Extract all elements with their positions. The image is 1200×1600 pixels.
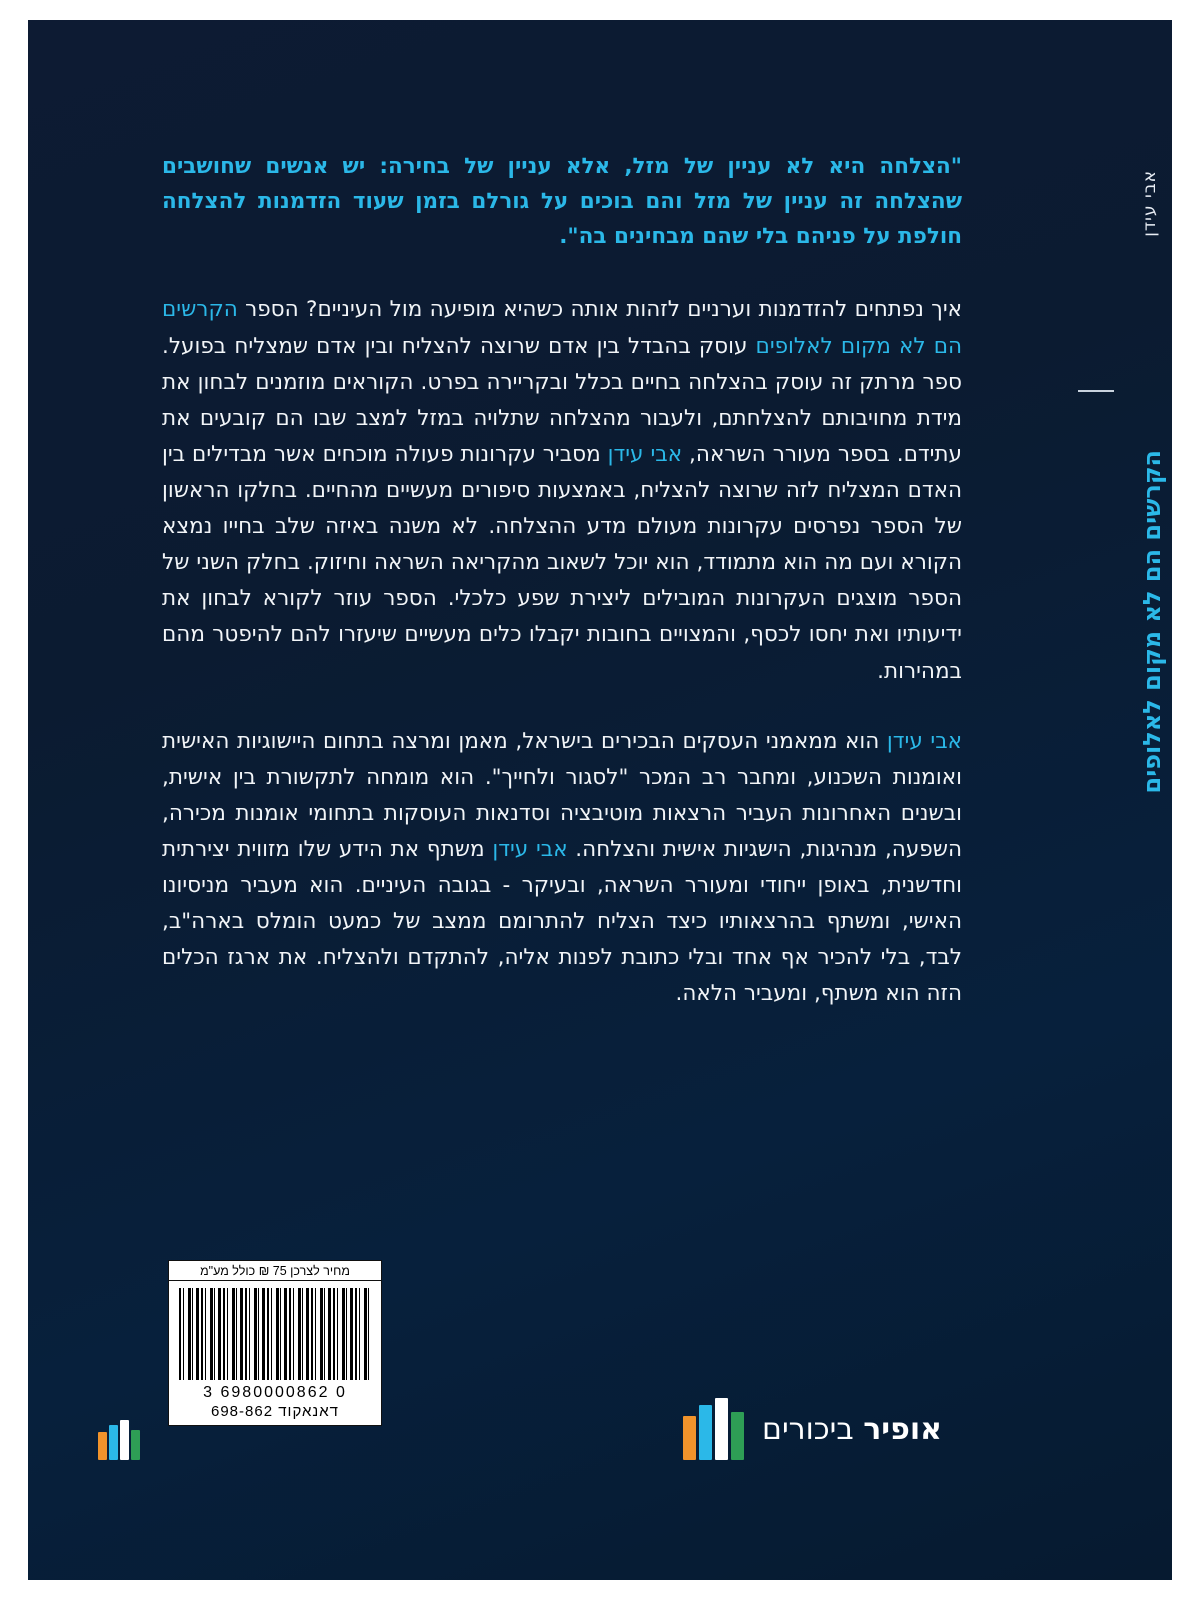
- author-name-mention-3: אבי עידן: [492, 837, 568, 863]
- publisher-name: [762, 1412, 942, 1447]
- pull-quote: "הצלחה היא לא עניין של מזל, אלא עניין של בחירה: יש אנשים שחושבים שהצלחה זה עניין של מזל והם בוכים על גורלם בזמן שעוד הזדמנות להצלחה חולפת על פניהם בלי שהם מבחינים בה".: [162, 154, 962, 249]
- author-name-mention: אבי עידן: [607, 441, 683, 467]
- books-icon: [683, 1398, 744, 1460]
- barcode-block: [168, 1260, 382, 1426]
- mini-books-icon: [98, 1420, 140, 1460]
- back-cover-text: [162, 150, 962, 1047]
- barcode-icon: [179, 1288, 371, 1380]
- spine-title: הקרשים הם לא מקום לאלופים: [1138, 450, 1166, 794]
- book-title-highlight: הקרשים הם לא מקום לאלופים: [162, 297, 963, 359]
- description-paragraph-2: [162, 724, 962, 1013]
- paragraph1-part2: עוסק בהבדל בין אדם שרוצה להצליח ובין אדם שמצליח בפועל. ספר מרתק זה עוסק בהצלחה בחיים בכלל ובקריירה בפרט. הקוראים מוזמנים לבחון את מידת מחויבותם להצלחתם, ולעבור מהצלחה שתלויה במזל למצב שבו הם קובעים את עתידם. בספר מעורר השראה,: [162, 333, 962, 467]
- paragraph1-part1: איך נפתחים להזדמנות וערניים לזהות אותה כשהיא מופיעה מול העיניים? הספר: [237, 297, 962, 323]
- book-spine: [1052, 20, 1172, 1580]
- barcode-number: 0 6980000862 3: [203, 1384, 347, 1401]
- description-paragraph-1: [162, 292, 962, 689]
- publisher-name-light: ביכורים: [762, 1411, 854, 1447]
- paragraph2-part1: הוא ממאמני העסקים הבכירים בישראל, מאמן ומרצה בתחום היישוגיות האישית ואומנות השכנוע, ומחבר רב המכר "לסגור ולחייך". הוא מומחה לתקשורת בין אישית, ובשנים האחרונות העביר הרצאות מוטיבציה וסדנאות העוסקות בתחומי אומנות מכירה, השפעה, מנהיגות, הישגיות אישית והצלחה.: [162, 728, 962, 863]
- author-name-mention-2: אבי עידן: [886, 728, 962, 754]
- consumer-price-label: מחיר לצרכן 75 ₪ כולל מע"מ: [169, 1261, 381, 1281]
- publisher-name-bold: אופיר: [863, 1411, 942, 1447]
- spine-author: אבי עידן: [1140, 170, 1160, 237]
- paragraph1-part3: מסביר עקרונות פעולה מוכחים אשר מבדילים בין האדם המצליח לזה שרוצה להצליח, באמצעות סיפורים מעשיים מהחיים. בחלקו הראשון של הספר נפרסים עקרונות מעולם מדע ההצלחה. לא משנה באיזה שלב בחייו נמצא הקורא ועם מה הוא מתמודד, הוא יוכל לשאוב מהקריאה השראה וחיזוק. בחלק השני של הספר מוצגים העקרונות המובילים ליצירת שפע כלכלי. הספר עוזר לקורא לבחון את ידיעותיו ואת יחסו לכסף, והמצויים בחובות יקבלו כלים מעשיים שיעזרו להם להיפטר מהם במהירות.: [162, 441, 962, 684]
- spine-divider: [1078, 390, 1114, 392]
- danacode-label: דאנאקוד 698-862: [211, 1403, 339, 1420]
- book-back-cover: [28, 20, 1172, 1580]
- publisher-logo: [683, 1398, 942, 1460]
- paragraph2-part2: משתף את הידע שלו מזווית יצירתית וחדשנית, באופן ייחודי ומעורר השראה, ובעיקר - בגובה העיניים. הוא מעביר מניסיונו האישי, ומשתף בהרצאותיו כיצד הצליח להתרומם ממצב של כמעט הומלס בארה"ב, לבד, בלי להכיר אף אחד ובלי כתובת לפנות אליה, להתקדם ולהצליח. את ארגז הכלים הזה הוא משתף, ומעביר הלאה.: [162, 837, 962, 1007]
